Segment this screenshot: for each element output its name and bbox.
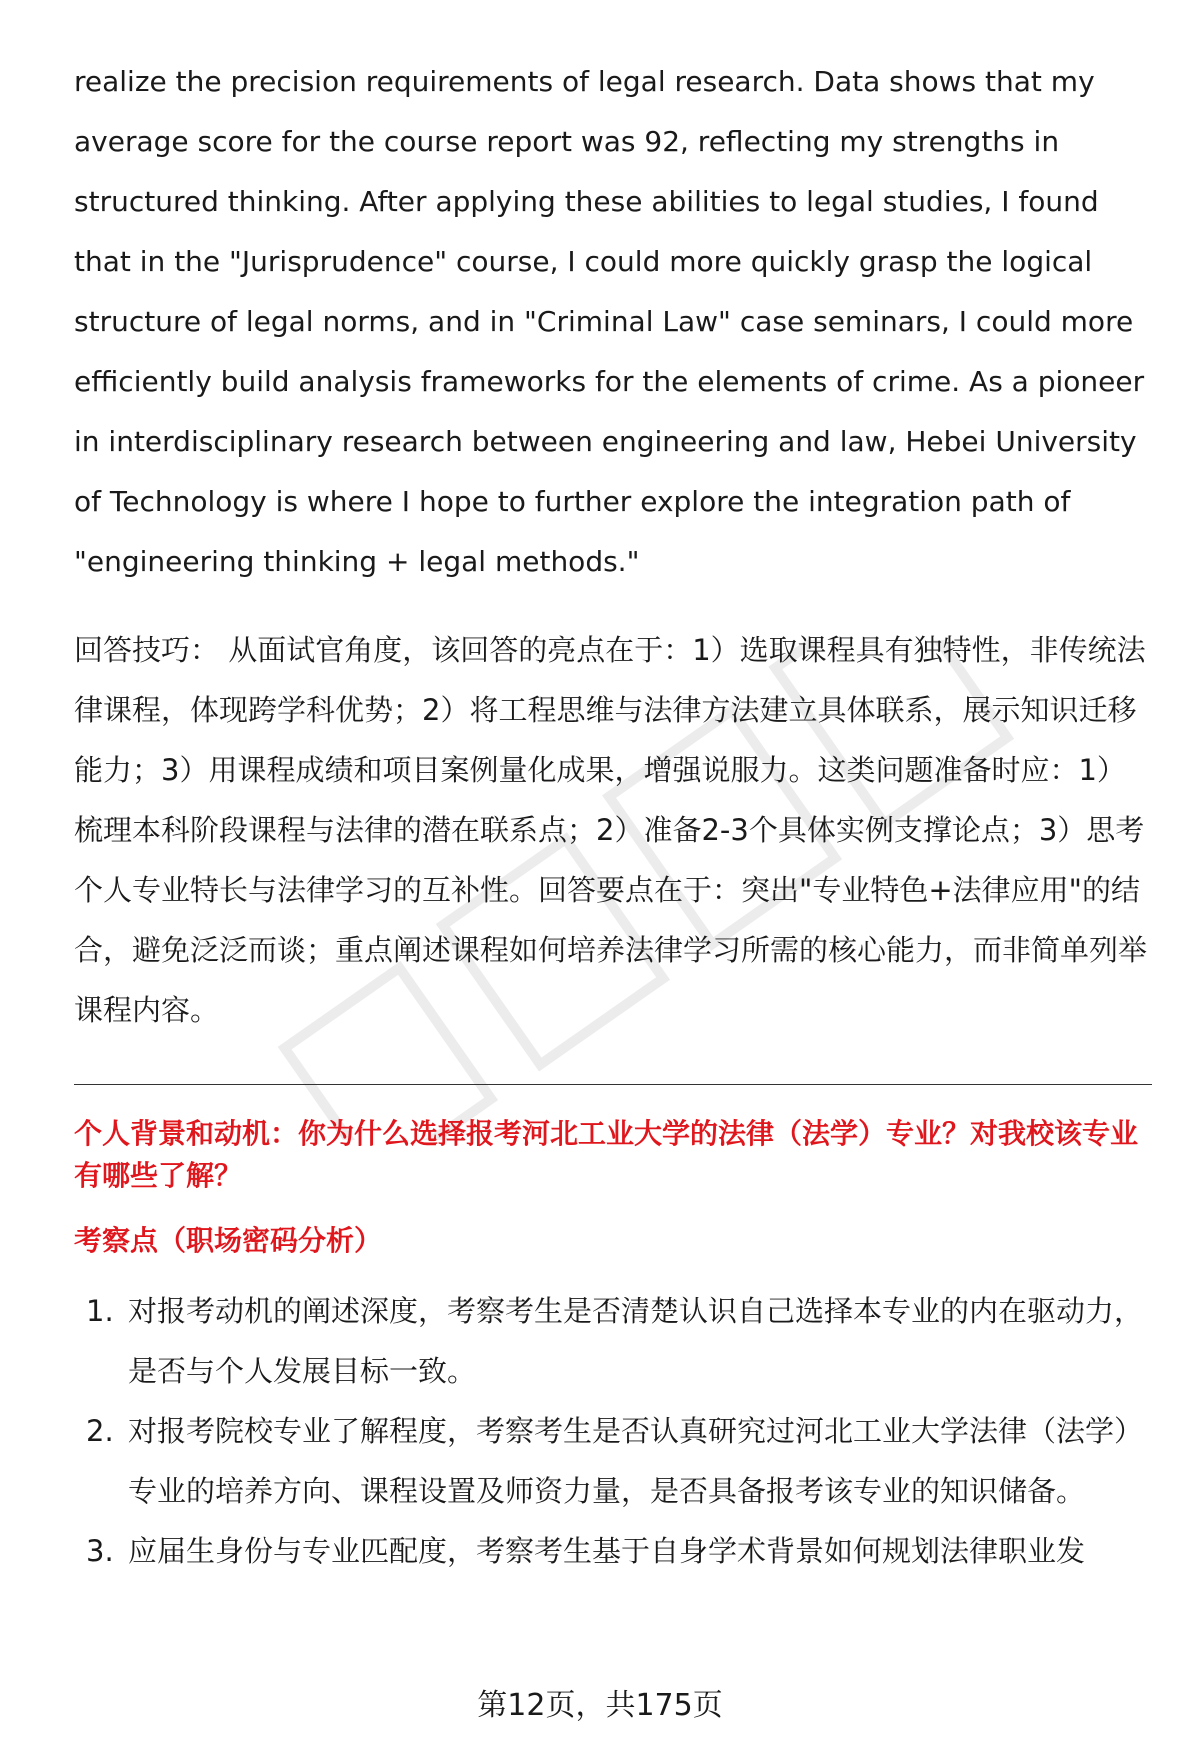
list-number: 2. [86,1414,114,1448]
list-item [74,1521,1152,1581]
list-number: 3. [86,1534,114,1568]
list-number: 1. [86,1294,114,1328]
list-item [74,1281,1152,1401]
body-paragraph: realize the precision requirements of legal research. Data shows that my average score for the course report was 92, reflecting my strengths in structured thinking. After applying these abilities to legal studies, I found that in the "Jurisprudence" course, I could more quickly grasp the logical structure of legal norms, and in "Criminal Law" case seminars, I could more efficiently build analysis frameworks for the elements of crime. As a pioneer in interdisciplinary research between engineering and law, Hebei University of Technology is where I hope to further explore the integration path of "engineering thinking + legal methods." [74,65,1145,578]
section-divider [74,1084,1152,1085]
list-text: 对报考院校专业了解程度，考察考生是否认真研究过河北工业大学法律（法学）专业的培养方向、课程设置及师资力量，是否具备报考该专业的知识储备。 [128,1414,1144,1508]
exam-points-list [74,1281,1152,1581]
section-title: 考察点（职场密码分析） [74,1224,383,1257]
page-footer: 第12页，共175页 [477,1688,723,1723]
list-item [74,1401,1152,1521]
answer-tips-paragraph: 回答技巧： 从面试官角度，该回答的亮点在于：1）选取课程具有独特性，非传统法律课程，体现跨学科优势；2）将工程思维与法律方法建立具体联系，展示知识迁移能力；3）用课程成绩和项目案例量化成果，增强说服力。这类问题准备时应：1）梳理本科阶段课程与法律的潜在联系点；2）准备2-3个具体实例支撑论点；3）思考个人专业特长与法律学习的互补性。回答要点在于：突出"专业特色+法律应用"的结合，避免泛泛而谈；重点阐述课程如何培养法律学习所需的核心能力，而非简单列举课程内容。 [74,633,1148,1027]
list-text: 应届生身份与专业匹配度，考察考生基于自身学术背景如何规划法律职业发 [128,1534,1086,1568]
main-content [74,52,1152,1581]
question-heading: 个人背景和动机：你为什么选择报考河北工业大学的法律（法学）专业？对我校该专业有哪些了解？ [74,1117,1139,1192]
list-text: 对报考动机的阐述深度，考察考生是否清楚认识自己选择本专业的内在驱动力，是否与个人发展目标一致。 [128,1294,1144,1388]
